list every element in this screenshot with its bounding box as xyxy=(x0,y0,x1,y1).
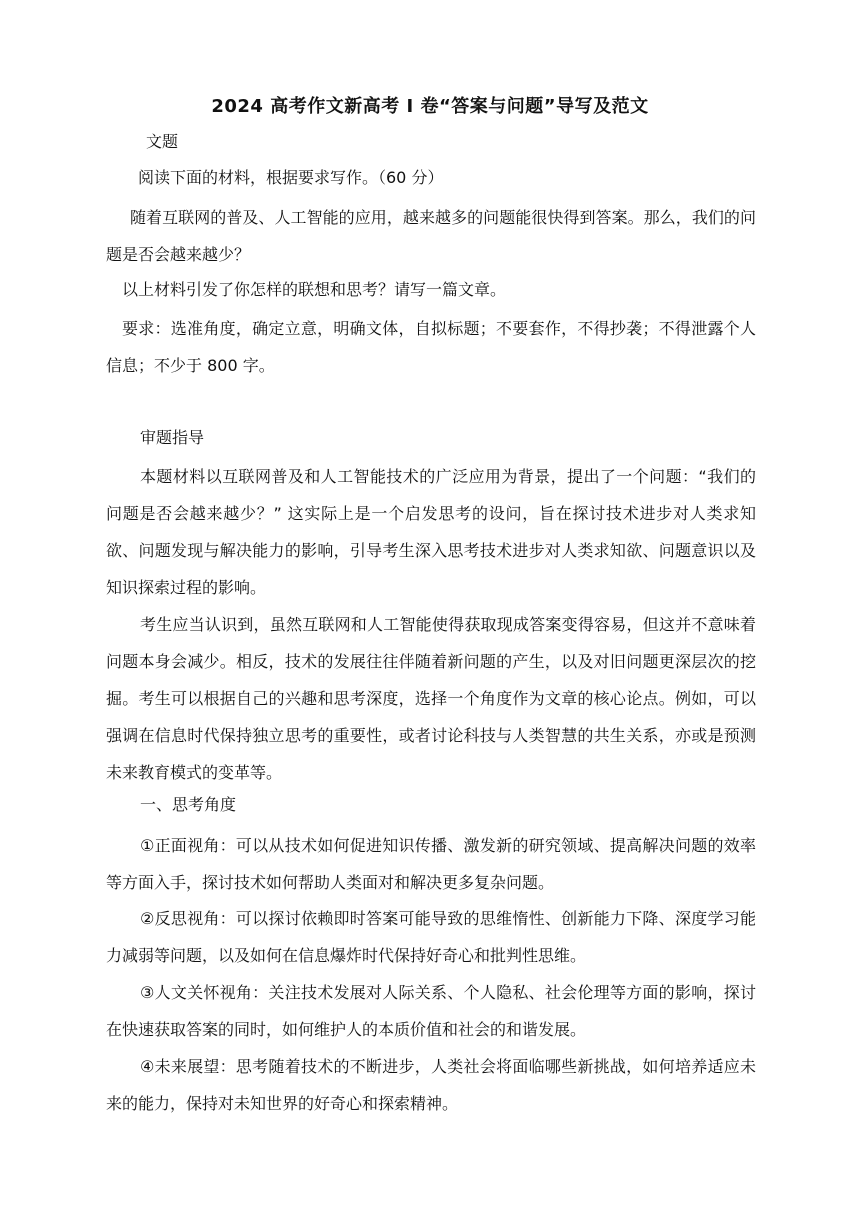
angle-paragraph-3: ③人文关怀视角：关注技术发展对人际关系、个人隐私、社会伦理等方面的影响，探讨在快速获取答案的同时，如何维护人的本质价值和社会的和谐发展。 xyxy=(106,983,756,1039)
instruction-text: 阅读下面的材料，根据要求写作。（60 分） xyxy=(138,168,444,187)
material-paragraph: 随着互联网的普及、人工智能的应用，越来越多的问题能很快得到答案。那么，我们的问题是否会越来越少？ xyxy=(106,208,756,264)
prompt-heading: 文题 xyxy=(146,132,179,151)
angles-heading: 一、思考角度 xyxy=(140,795,237,814)
angle-paragraph-1: ①正面视角：可以从技术如何促进知识传播、激发新的研究领域、提高解决问题的效率等方面入手，探讨技术如何帮助人类面对和解决更多复杂问题。 xyxy=(106,836,756,892)
guide-paragraph-1: 本题材料以互联网普及和人工智能技术的广泛应用为背景，提出了一个问题：“我们的问题是否会越来越少？” 这实际上是一个启发思考的设问，旨在探讨技术进步对人类求知欲、问题发现与解决能力的影响，引导考生深入思考技术进步对人类求知欲、问题意识以及知识探索过程的影响。 xyxy=(106,467,756,597)
guide-heading: 审题指导 xyxy=(140,428,205,447)
requirements-paragraph: 要求：选准角度，确定立意，明确文体，自拟标题；不要套作，不得抄袭；不得泄露个人信息；不少于 800 字。 xyxy=(106,319,756,375)
guide-paragraph-2: 考生应当认识到，虽然互联网和人工智能使得获取现成答案变得容易，但这并不意味着问题本身会减少。相反，技术的发展往往伴随着新问题的产生，以及对旧问题更深层次的挖掘。考生可以根据自己的兴趣和思考深度，选择一个角度作为文章的核心论点。例如，可以强调在信息时代保持独立思考的重要性，或者讨论科技与人类智慧的共生关系，亦或是预测未来教育模式的变革等。 xyxy=(106,615,756,782)
angle-paragraph-4: ④未来展望：思考随着技术的不断进步，人类社会将面临哪些新挑战，如何培养适应未来的能力，保持对未知世界的好奇心和探索精神。 xyxy=(106,1057,756,1113)
question-text: 以上材料引发了你怎样的联想和思考？请写一篇文章。 xyxy=(122,280,507,299)
document-title: 2024 高考作文新高考 I 卷“答案与问题”导写及范文 xyxy=(211,96,649,117)
angle-paragraph-2: ②反思视角：可以探讨依赖即时答案可能导致的思维惰性、创新能力下降、深度学习能力减弱等问题，以及如何在信息爆炸时代保持好奇心和批判性思维。 xyxy=(106,909,756,965)
